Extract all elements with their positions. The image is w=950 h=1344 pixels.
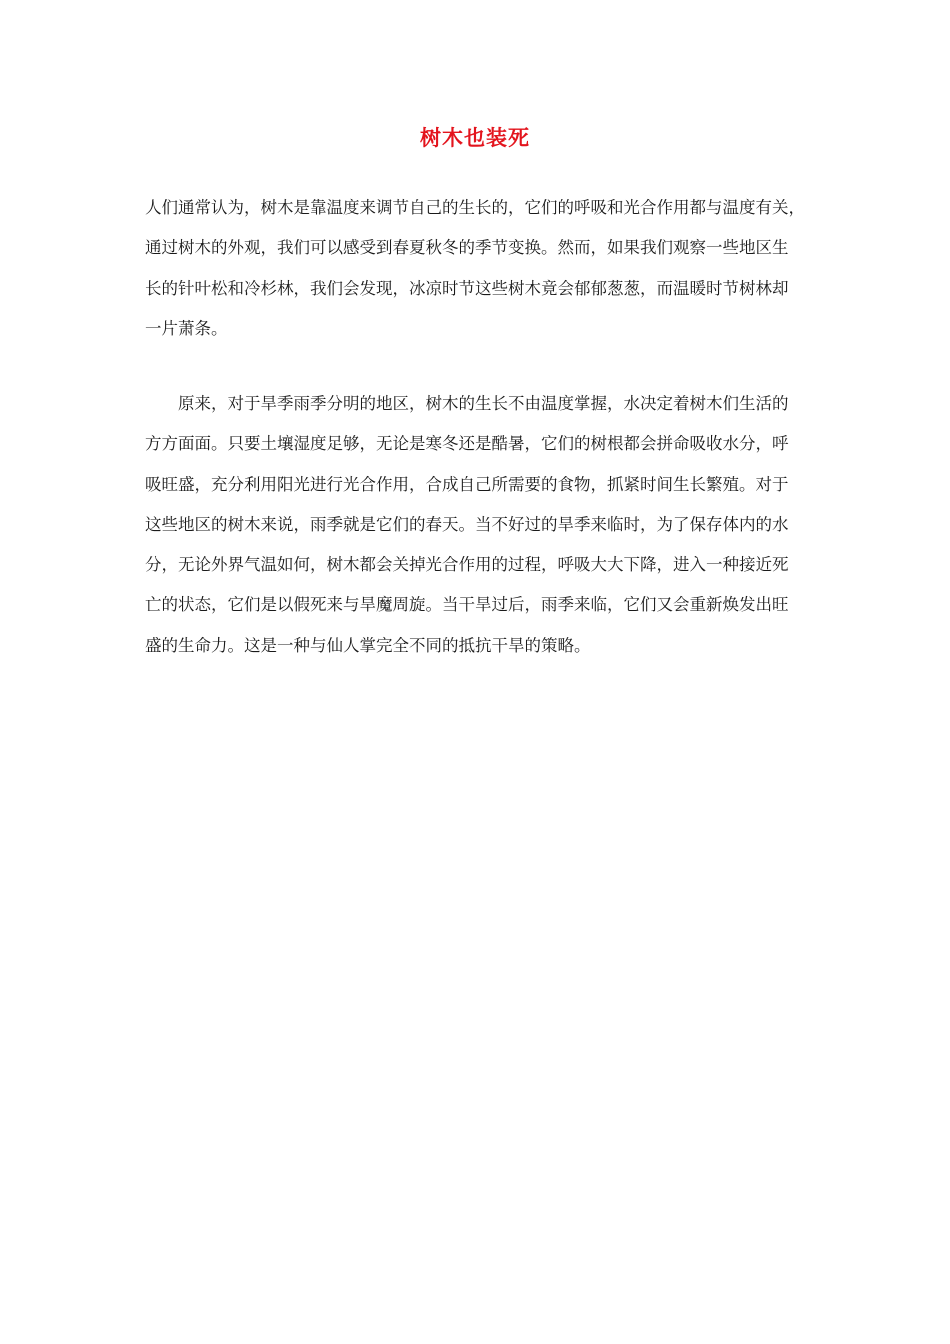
paragraph-line: 盛的生命力。这是一种与仙人掌完全不同的抵抗干旱的策略。 xyxy=(145,635,591,655)
paragraph-1 xyxy=(145,188,810,349)
paragraph-2 xyxy=(145,384,810,666)
paragraph-line: 一片萧条。 xyxy=(145,318,228,338)
paragraph-line: 人们通常认为，树木是靠温度来调节自己的生长的，它们的呼吸和光合作用都与温度有关， xyxy=(145,198,805,217)
paragraph-line: 这些地区的树木来说，雨季就是它们的春天。当不好过的旱季来临时，为了保存体内的水 xyxy=(145,514,789,534)
paragraph-line: 通过树木的外观，我们可以感受到春夏秋冬的季节变换。然而，如果我们观察一些地区生 xyxy=(145,238,789,258)
paragraph-line: 方方面面。只要土壤湿度足够，无论是寒冬还是酷暑，它们的树根都会拼命吸收水分，呼 xyxy=(145,434,789,454)
paragraph-line: 分，无论外界气温如何，树木都会关掉光合作用的过程，呼吸大大下降，进入一种接近死 xyxy=(145,555,789,575)
document-title: 树木也装死 xyxy=(420,126,530,150)
paragraph-line: 长的针叶松和冷杉林，我们会发现，冰凉时节这些树木竟会郁郁葱葱，而温暖时节树林却 xyxy=(145,278,789,298)
paragraph-line: 亡的状态，它们是以假死来与旱魔周旋。当干旱过后，雨季来临，它们又会重新焕发出旺 xyxy=(145,595,789,615)
paragraph-line: 吸旺盛，充分利用阳光进行光合作用，合成自己所需要的食物，抓紧时间生长繁殖。对于 xyxy=(145,474,789,494)
paragraph-line: 原来，对于旱季雨季分明的地区，树木的生长不由温度掌握，水决定着树木们生活的 xyxy=(178,394,789,413)
